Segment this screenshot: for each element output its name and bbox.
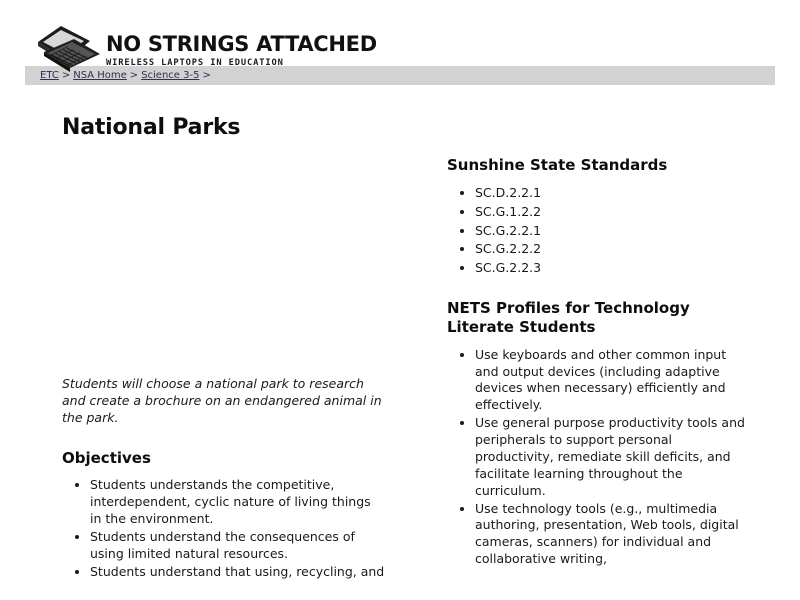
objectives-list [62, 477, 385, 580]
list-item: • Use general purpose productivity tools and peripherals to support personal productivity, remediate skill deficits, and facilitate learning throughout the curriculum. [475, 415, 747, 499]
breadcrumb-link-etc[interactable]: ETC [40, 69, 59, 81]
list-item: • SC.G.2.2.2 [475, 241, 747, 258]
list-item: • SC.G.2.2.3 [475, 260, 747, 277]
breadcrumb-separator-trailing: > [202, 69, 211, 81]
list-item: • Students understand that using, recycling, and [90, 564, 385, 581]
breadcrumb-bar [25, 66, 775, 85]
list-item: • SC.G.1.2.2 [475, 204, 747, 221]
breadcrumb [40, 71, 214, 81]
breadcrumb-separator: > [61, 69, 71, 81]
breadcrumb-link-nsa-home[interactable]: NSA Home [73, 69, 127, 81]
breadcrumb-link-science-3-5[interactable]: Science 3-5 [141, 69, 200, 81]
left-column [0, 156, 385, 582]
list-item: • SC.D.2.2.1 [475, 185, 747, 202]
logo-tagline: WIRELESS LAPTOPS IN EDUCATION [106, 58, 284, 68]
list-item: • SC.G.2.2.1 [475, 223, 747, 240]
list-item: • Use keyboards and other common input and output devices (including adaptive devices when necessary) efficiently and effectively. [475, 347, 747, 415]
content-columns [0, 156, 800, 582]
site-header [0, 0, 800, 68]
list-item: • Use technology tools (e.g., multimedia authoring, presentation, Web tools, digital cameras, scanners) for individual and collaborative writing, [475, 501, 747, 569]
left-column-spacer [62, 156, 385, 376]
nets-profiles-list [447, 347, 747, 568]
lesson-summary: Students will choose a national park to research and create a brochure on an endangered animal in the park. [62, 376, 382, 425]
list-item: • Students understands the competitive, interdependent, cyclic nature of living things in the environment. [90, 477, 385, 528]
logo-wordmark [106, 26, 377, 68]
laptop-icon [34, 24, 104, 76]
breadcrumb-separator: > [129, 69, 139, 81]
sunshine-state-standards-heading: Sunshine State Standards [447, 156, 668, 174]
logo-title: NO STRINGS ATTACHED [106, 32, 377, 56]
nets-profiles-heading: NETS Profiles for Technology Literate Students [447, 299, 690, 336]
standards-list [447, 185, 747, 277]
objectives-heading: Objectives [62, 448, 151, 467]
page-title: National Parks [62, 115, 241, 140]
list-item: • Students understand the consequences of using limited natural resources. [90, 529, 385, 563]
right-column [447, 156, 747, 569]
